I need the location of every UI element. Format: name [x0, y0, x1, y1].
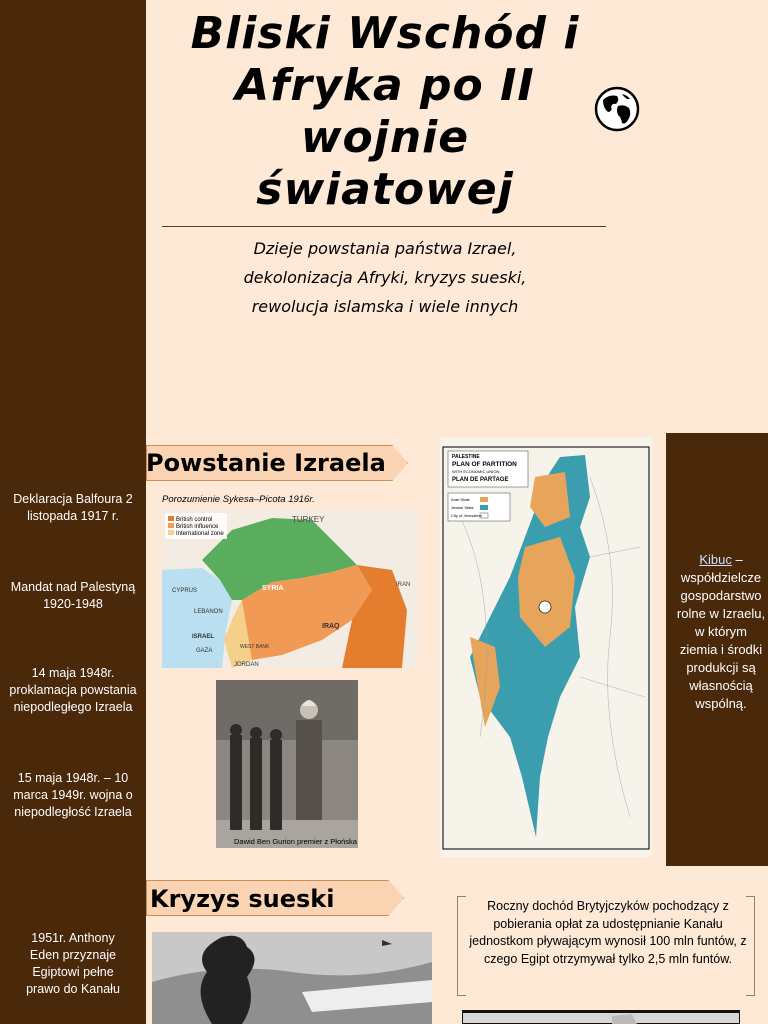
globe-icon — [594, 86, 640, 132]
map-label-cyprus: CYPRUS — [172, 588, 198, 594]
subtitle-line: dekolonizacja Afryki, kryzys sueski, — [243, 268, 527, 287]
timeline-item-war: 15 maja 1948r. – 10 marca 1949r. wojna o niepodległość Izraela — [13, 771, 133, 819]
kibuc-definition-text: – współdzielcze gospodarstwo rolne w Izraelu, w którym ziemia i środki produkcji są własnością wspólną. — [676, 552, 766, 711]
partition-title-line: WITH ECONOMIC UNION — [452, 469, 500, 474]
map-label-syria: SYRIA — [262, 585, 284, 592]
suez-fact: Roczny dochód Brytyjczyków pochodzący z pobierania opłat za udostępnianie Kanału jednostkom pływającym wynosił 100 mln funtów, z czego Egipt otrzymywał tylko 2,5 mln funtów. — [469, 899, 747, 966]
partition-plan-map — [440, 437, 652, 857]
partition-title-line: PLAN DE PARTAGE — [452, 477, 509, 483]
map-label-turkey: TURKEY — [292, 515, 325, 524]
sykes-picot-caption: Porozumienie Sykesa–Picota 1916r. — [162, 494, 315, 505]
suez-smoke-photo — [152, 932, 432, 1024]
suez-heading: Kryzys sueski — [150, 885, 335, 913]
page-title: Bliski Wschód i Afryka po II wojnie światowej — [190, 8, 580, 215]
map-label-israel: ISRAEL — [192, 634, 215, 640]
legend-british-influence: British influence — [176, 524, 219, 530]
partition-title-line: PALESTINE — [452, 454, 480, 460]
timeline-item-eden: 1951r. Anthony Eden przyznaje Egiptowi pełne prawo do Kanału — [26, 931, 120, 996]
ben-gurion-photo — [216, 680, 358, 848]
kibuc-definition-box — [666, 433, 768, 866]
partition-legend-arab: Arab State — [451, 497, 470, 502]
ben-gurion-caption: Dawid Ben Gurion premier z Płońska — [234, 837, 357, 846]
israel-heading: Powstanie Izraela — [146, 449, 386, 477]
map-label-lebanon: LEBANON — [194, 609, 223, 615]
subtitle-line: rewolucja islamska i wiele innych — [251, 297, 519, 316]
partition-legend-jewish: Jewish State — [451, 505, 474, 510]
timeline-item-mandate: Mandat nad Palestyną 1920-1948 — [10, 580, 136, 611]
timeline-item-balfour: Deklaracja Balfoura 2 listopada 1917 r. — [13, 492, 133, 523]
kibuc-term-link[interactable]: Kibuc — [699, 552, 732, 567]
map-label-gaza: GAZA — [196, 648, 213, 654]
map-label-iran: IRAN — [396, 582, 411, 588]
partition-title-line: PLAN OF PARTITION — [452, 461, 517, 468]
map-label-west-bank: WEST BANK — [240, 644, 270, 650]
subtitle-line: Dzieje powstania państwa Izrael, — [253, 239, 517, 258]
sykes-picot-map — [162, 510, 418, 668]
map-label-jordan: JORDAN — [234, 662, 259, 668]
legend-british-control: British control — [176, 517, 213, 523]
subtitle — [200, 234, 570, 321]
kibuc-definition — [676, 551, 766, 713]
title-divider — [162, 226, 606, 227]
timeline-item-proclamation: 14 maja 1948r. proklamacja powstania niepodległego Izraela — [9, 666, 137, 714]
partition-legend-jerusalem: City of Jerusalem — [451, 513, 482, 518]
map-label-iraq: IRAQ — [322, 623, 340, 630]
legend-international-zone: International zone — [176, 531, 224, 537]
suez-map-thumbnail — [462, 1010, 740, 1024]
